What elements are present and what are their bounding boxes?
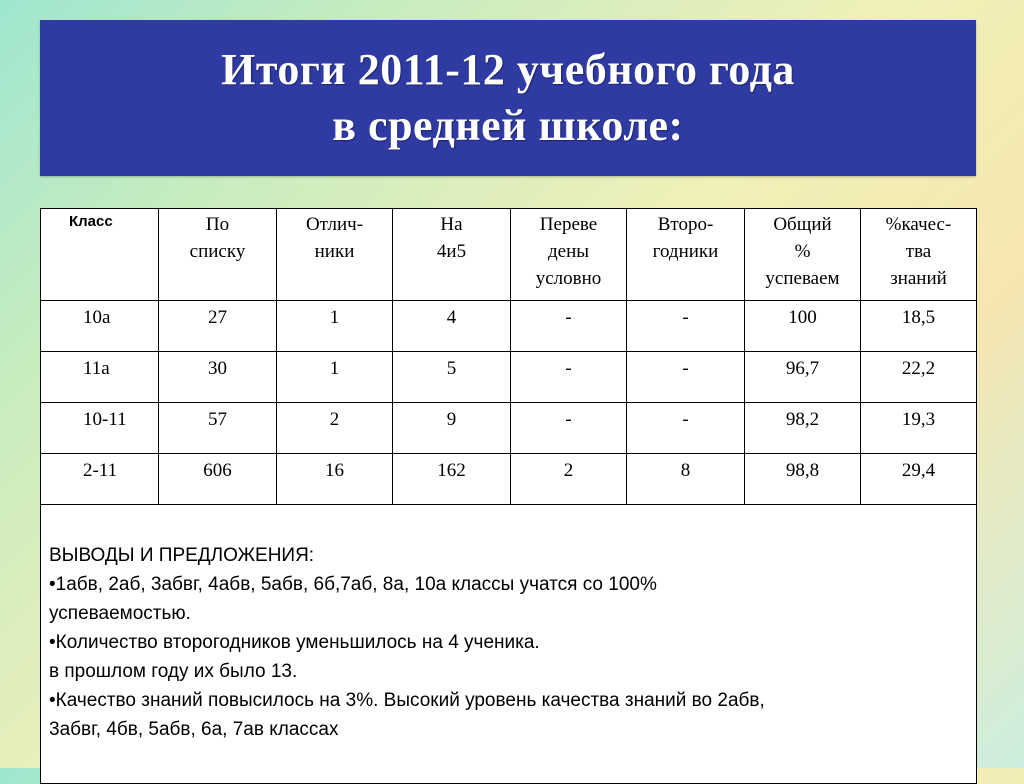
conclusions-line: 3абвг, 4бв, 5абв, 6а, 7ав классах [49, 719, 339, 740]
conclusions-row [41, 505, 977, 784]
conclusions-line: •Количество второгодников уменьшилось на 4 ученика. [49, 632, 540, 653]
table-cell: 98,2 [745, 403, 861, 454]
table-cell: 4 [393, 301, 511, 352]
table-cell: - [627, 403, 745, 454]
table-cell: 57 [159, 403, 277, 454]
header-cell-conditional: Переве дены условно [511, 209, 627, 301]
header-cell-excellent: Отлич- ники [277, 209, 393, 301]
header-cell-enrolled: По списку [159, 209, 277, 301]
conclusions-cell [41, 505, 977, 784]
table-cell: - [511, 301, 627, 352]
header-cell-good: На 4и5 [393, 209, 511, 301]
table-cell: 10а [41, 301, 159, 352]
conclusions-line: успеваемостью. [49, 603, 191, 624]
page-title-line-2: в средней школе: [332, 101, 684, 150]
table-cell: 162 [393, 454, 511, 505]
table-cell: - [511, 352, 627, 403]
conclusions-line: в прошлом году их было 13. [49, 661, 298, 682]
table-cell: 100 [745, 301, 861, 352]
table-cell: 1 [277, 301, 393, 352]
table-cell: 9 [393, 403, 511, 454]
table-cell: 2 [277, 403, 393, 454]
table-row [41, 301, 977, 352]
table-cell: 10-11 [41, 403, 159, 454]
header-cell-success-rate: Общий % успеваем [745, 209, 861, 301]
table-cell: 19,3 [861, 403, 977, 454]
table-cell: 11а [41, 352, 159, 403]
header-cell-repeaters: Второ- годники [627, 209, 745, 301]
page-title-line-1: Итоги 2011-12 учебного года [221, 45, 795, 94]
table-cell: 1 [277, 352, 393, 403]
table-row [41, 403, 977, 454]
table-cell: 18,5 [861, 301, 977, 352]
conclusions-line: •1абв, 2аб, 3абвг, 4абв, 5абв, 6б,7аб, 8а, 10а классы учатся со 100% [49, 574, 657, 595]
table-cell: 27 [159, 301, 277, 352]
table-cell: 2 [511, 454, 627, 505]
table-row [41, 352, 977, 403]
conclusions-heading: ВЫВОДЫ И ПРЕДЛОЖЕНИЯ: [49, 545, 315, 566]
table-cell: 606 [159, 454, 277, 505]
table-cell: - [627, 301, 745, 352]
title-banner [40, 20, 976, 176]
table-cell: 8 [627, 454, 745, 505]
table-cell: 30 [159, 352, 277, 403]
table-header-row [41, 209, 977, 301]
header-cell-quality-rate: %качес- тва знаний [861, 209, 977, 301]
table-cell: 2-11 [41, 454, 159, 505]
table-cell: - [627, 352, 745, 403]
table-cell: 96,7 [745, 352, 861, 403]
results-table [40, 208, 977, 784]
table-cell: 5 [393, 352, 511, 403]
table-cell: 22,2 [861, 352, 977, 403]
conclusions-line: •Качество знаний повысилось на 3%. Высокий уровень качества знаний во 2абв, [49, 690, 765, 711]
table-cell: - [511, 403, 627, 454]
header-cell-class: Класс [41, 209, 159, 301]
table-cell: 29,4 [861, 454, 977, 505]
conclusions-text [49, 541, 968, 744]
table-cell: 98,8 [745, 454, 861, 505]
table-cell: 16 [277, 454, 393, 505]
table-row [41, 454, 977, 505]
